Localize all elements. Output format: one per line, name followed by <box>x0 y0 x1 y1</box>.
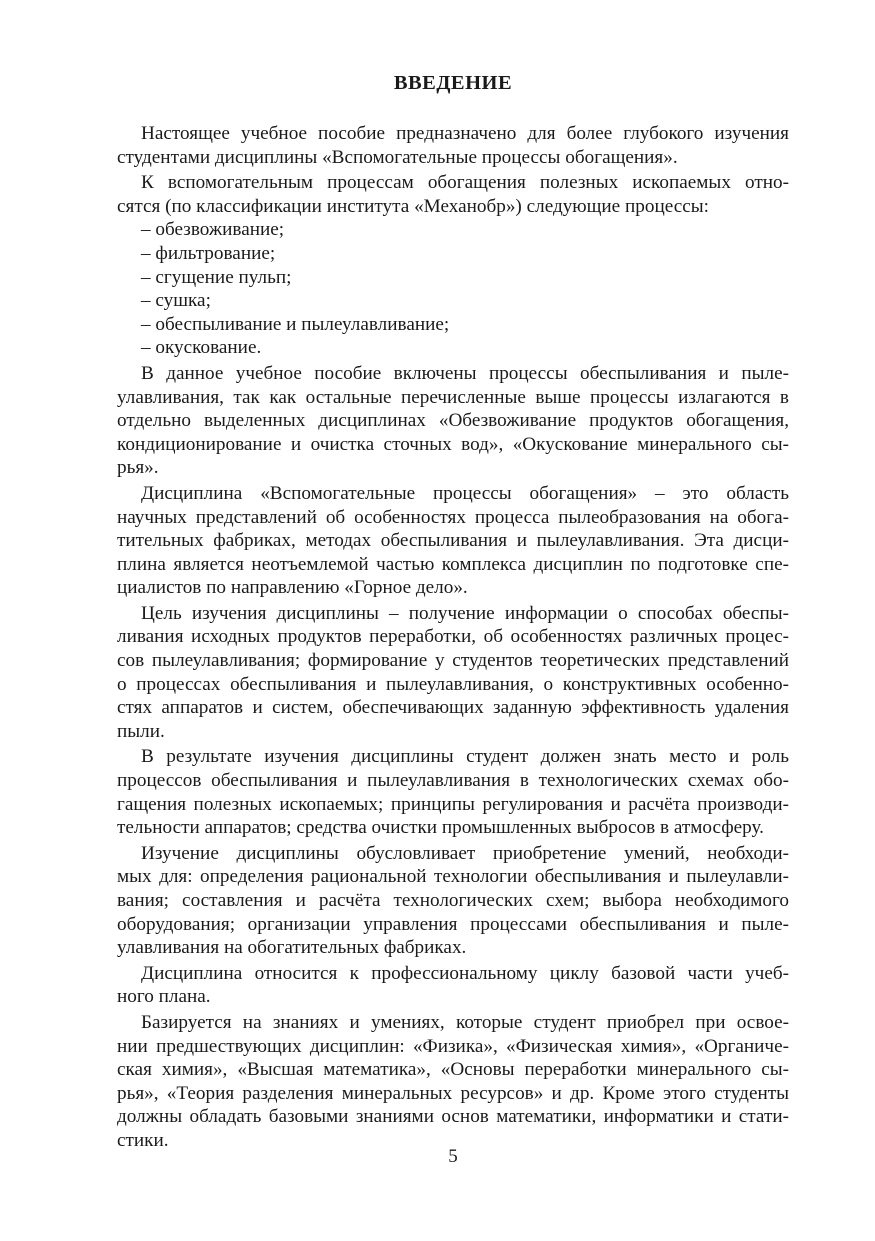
text-line: нии предшествующих дисциплин: «Физика», «Физическая химия», «Органиче- <box>117 1035 789 1057</box>
text-line: рья». <box>117 457 159 479</box>
text-line: К вспомогательным процессам обогащения полезных ископаемых отно- <box>141 172 789 194</box>
text-line: мых для: определения рациональной технологии обеспыливания и пылеулавли- <box>117 866 789 888</box>
text-line: вания; составления и расчёта технологических схем; выбора необходимого <box>117 890 789 911</box>
text-line: о процессах обеспыливания и пылеулавливания, о конструктивных особенно- <box>117 673 789 695</box>
text-line: В данное учебное пособие включены процессы обеспыливания и пыле- <box>141 362 789 384</box>
text-line: ская химия», «Высшая математика», «Основы переработки минерального сы- <box>117 1059 789 1081</box>
text-line: стях аппаратов и систем, обеспечивающих заданную эффективность удаления <box>117 697 789 719</box>
text-line: процессов обеспыливания и пылеулавливания в технологических схемах обо- <box>117 770 789 792</box>
text-line: – обеспыливание и пылеулавливание; <box>141 313 450 335</box>
text-line: – обезвоживание; <box>141 219 285 241</box>
text-line: Базируется на знаниях и умениях, которые студент приобрел при освое- <box>141 1011 789 1033</box>
page-number: 5 <box>448 1146 458 1167</box>
text-line: отдельно выделенных дисциплинах «Обезвоживание продуктов обогащения, <box>117 410 789 432</box>
text-line: Настоящее учебное пособие предназначено для более глубокого изучения <box>141 123 789 144</box>
text-line: оборудования; организации управления процессами обеспыливания и пыле- <box>117 913 789 935</box>
text-line: Дисциплина «Вспомогательные процессы обогащения» – это область <box>141 482 789 504</box>
text-line: Дисциплина относится к профессиональному циклу базовой части учеб- <box>141 962 789 984</box>
introduction-text <box>117 122 789 1153</box>
page-title: ВВЕДЕНИЕ <box>393 72 513 94</box>
text-line: студентами дисциплины «Вспомогательные процессы обогащения». <box>117 146 678 168</box>
text-line: улавливания, так как остальные перечисленные выше процессы излагаются в <box>117 386 789 408</box>
text-line: – фильтрование; <box>141 242 276 264</box>
text-line: должны обладать базовыми знаниями основ математики, информатики и стати- <box>117 1106 789 1128</box>
text-line: В результате изучения дисциплины студент должен знать место и роль <box>141 746 789 768</box>
text-line: кондиционирование и очистка сточных вод», «Окускование минерального сы- <box>117 433 789 455</box>
text-line: ного плана. <box>117 986 211 1008</box>
text-line: пыли. <box>117 720 165 742</box>
document-page <box>117 0 789 1241</box>
text-line: сов пылеулавливания; формирование у студентов теоретических представлений <box>117 650 789 672</box>
text-line: – сгущение пульп; <box>141 266 292 288</box>
text-line: научных представлений об особенностях процесса пылеобразования на обога- <box>117 506 789 528</box>
text-line: Изучение дисциплины обусловливает приобретение умений, необходи- <box>141 842 789 864</box>
text-line: Цель изучения дисциплины – получение информации о способах обеспы- <box>141 602 789 624</box>
text-line: циалистов по направлению «Горное дело». <box>117 577 468 599</box>
text-line: рья», «Теория разделения минеральных ресурсов» и др. Кроме этого студенты <box>117 1082 789 1104</box>
text-line: – окускование. <box>141 337 262 359</box>
text-line: – сушка; <box>141 290 211 312</box>
text-line: сятся (по классификации института «Механобр») следующие процессы: <box>117 195 709 217</box>
text-line: плина является неотъемлемой частью комплекса дисциплин по подготовке спе- <box>117 553 789 575</box>
text-line: тительных фабриках, методах обеспыливания и пылеулавливания. Эта дисци- <box>117 530 789 552</box>
text-line: тельности аппаратов; средства очистки промышленных выбросов в атмосферу. <box>117 817 764 839</box>
text-line: улавливания на обогатительных фабриках. <box>117 937 467 959</box>
text-line: гащения полезных ископаемых; принципы регулирования и расчёта производи- <box>117 793 789 815</box>
text-line: ливания исходных продуктов переработки, об особенностях различных процес- <box>117 626 789 648</box>
text-line: стики. <box>117 1129 169 1151</box>
